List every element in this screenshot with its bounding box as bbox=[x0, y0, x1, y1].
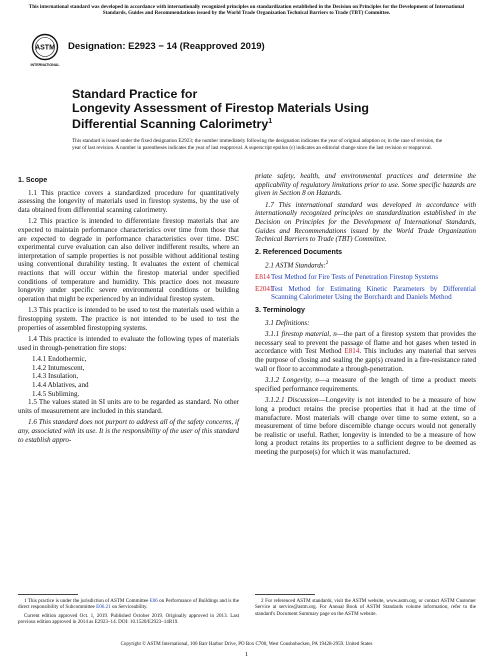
paragraph-1-6: 1.6 This standard does not purport to address all of the safety concerns, if any, associated with its use. It is the responsibility of the user of this standard to establish appro- bbox=[18, 418, 239, 444]
list-item: 1.4.1 Endothermic, bbox=[32, 355, 87, 364]
referenced-documents-heading: 2. Referenced Documents bbox=[255, 247, 343, 256]
list-item: 1.4.4 Ablatives, and bbox=[32, 381, 89, 390]
definition-longevity: 3.1.2 Longevity, n—a measure of the length of time a product meets specified performance requirements. bbox=[255, 376, 476, 393]
title-line-2: Longevity Assessment of Firestop Materials Using bbox=[72, 101, 369, 115]
link-e814[interactable]: E814 bbox=[344, 347, 360, 356]
reference-item[interactable] bbox=[255, 273, 476, 282]
paragraph-1-3: 1.3 This practice is intended to be used to test the materials used within a firestopping system. The practice is not intended to be used to test the properties of assembled firestopping systems. bbox=[18, 306, 239, 332]
footnotes-left bbox=[18, 598, 239, 627]
astm-standards-subheading: 2.1 ASTM Standards:$^2$ bbox=[265, 261, 329, 270]
page-number: 1 bbox=[244, 651, 249, 658]
copyright-footer: Copyright © ASTM International, 100 Barr Harbor Drive, PO Box C700, West Conshohocken, PA 19428-2959. United States bbox=[120, 642, 373, 647]
terminology-heading: 3. Terminology bbox=[255, 306, 305, 315]
footnotes-right bbox=[255, 598, 476, 619]
document-title bbox=[72, 87, 402, 131]
astm-logo-icon bbox=[30, 33, 60, 69]
footnote-divider bbox=[255, 594, 315, 595]
paragraph-1-2: 1.2 This practice is intended to differentiate firestop materials that are expected to maintain performance characteristics over time from those that are expected to degrade in performance characteristics over time. DSC experimental curve evaluation can also deliver indifferent results, where an interpretation of sample properties is not possible without additional testing using conventional durability testing. It evaluates the extent of chemical reactions that will occur within the firestop material under specified conditions of temperature and humidity. This practice does not measure longevity under specific severe environmental conditions or building operation that might be experienced by an individual firestop system. bbox=[18, 217, 239, 303]
list-item: 1.4.3 Insulation, bbox=[32, 372, 79, 381]
designation: Designation: E2923 − 14 (Reapproved 2019) bbox=[68, 41, 265, 52]
list-item: 1.4.2 Intumescent, bbox=[32, 363, 85, 372]
svg-text:INTERNATIONAL: INTERNATIONAL bbox=[30, 63, 60, 67]
reference-code[interactable]: E814 bbox=[255, 273, 270, 282]
list-item: 1.4.5 Subliming. bbox=[32, 389, 80, 398]
footnote-1-edition: Current edition approved Oct. 1, 2019. Published October 2019. Originally approved in 2013. Last previous edition approved in 2014 as E2923–14. DOI: 10.1520/E2923–14R19. bbox=[18, 612, 239, 625]
reference-title[interactable]: Test Method for Fire Tests of Penetration Firestop Systems bbox=[271, 273, 439, 282]
paragraph-1-1: 1.1 This practice covers a standardized procedure for quantitatively assessing the longevity of materials used in firestop systems, by the use of data obtained from differential scanning calorimetry. bbox=[18, 188, 239, 214]
issued-note: This standard is issued under the fixed designation E2923; the number immediately following the designation indicates the year of original adoption or, in the case of revision, the year of last revision. A number in parentheses indicates the year of last reapproval. A superscript epsilon (ε) indicates an editorial change since the last revision or reapproval. bbox=[72, 138, 443, 151]
footnote-divider bbox=[18, 594, 78, 595]
svg-text:ASTM: ASTM bbox=[35, 44, 55, 52]
definition-firestop-material: 3.1.1 firestop material, n—the part of a firestop system that provides the necessary seal to prevent the passage of flame and hot gases when tested in accordance with Test Method E814. This includes any material that serves the purpose of closing and sealing the gap(s) created in a fire-resistance rated wall or floor to accommodate a through-penetration. bbox=[255, 330, 476, 373]
reference-item[interactable] bbox=[255, 285, 476, 302]
paragraph-1-4: 1.4 This practice is intended to evaluate the following types of materials used in through-penetration fire stops: bbox=[18, 335, 239, 352]
footnote-1: 1 This practice is under the jurisdiction of ASTM Committee E06 on Performance of Buildings and is the direct responsibility of Subcommittee E06.21 on Serviceability. bbox=[18, 598, 239, 611]
right-column bbox=[255, 172, 476, 460]
definition-discussion: 3.1.2.1 Discussion—Longevity is not intended to be a measure of how long a product retains the precise properties that it had at the time of manufacture. Most materials will change over time to some extent, so a measurement of time before discernible change occurs would not generally be realistic or useful. Rather, longevity is intended to be a measure of how long a product retains its properties to a sufficient degree to be deemed as meeting the purpose(s) for which it was manufactured. bbox=[255, 396, 477, 456]
paragraph-1-7: 1.7 This international standard was developed in accordance with internationally recognized principles on standardization established in the Decision on Principles for the Development of International Standards, Guides and Recommendations issued by the World Trade Organization Technical Barriers to Trade (TBT) Committee. bbox=[255, 200, 476, 244]
link-e06-21[interactable]: E06.21 bbox=[96, 604, 111, 611]
paragraph-1-5: 1.5 The values stated in SI units are to be regarded as standard. No other units of measurement are included in this standard. bbox=[18, 398, 239, 415]
title-line-3: Differential Scanning Calorimetry$^1$ bbox=[72, 117, 273, 132]
link-e06[interactable]: E06 bbox=[149, 598, 158, 604]
definitions-subheading: 3.1 Definitions: bbox=[265, 318, 310, 327]
reference-title[interactable]: Test Method for Estimating Kinetic Parameters by Differential Scanning Calorimeter Using the Borchardt and Daniels Method bbox=[271, 284, 476, 302]
scope-heading: 1. Scope bbox=[18, 176, 48, 184]
left-column bbox=[18, 172, 239, 447]
title-line-1: Standard Practice for bbox=[72, 87, 198, 101]
footnote-2: 2 For referenced ASTM standards, visit the ASTM website, www.astm.org, or contact ASTM Customer Service at service@astm.org. For Annual Book of ASTM Standards volume information, refer to the standard's Document Summary page on the ASTM website. bbox=[255, 598, 476, 617]
reference-code[interactable]: E2041 bbox=[255, 284, 274, 293]
paragraph-1-6-continued: priate safety, health, and environmental practices and determine the applicability of regulatory limitations prior to use. Some specific hazards are given in Section 8 on Hazards. bbox=[255, 172, 476, 198]
trade-notice: This international standard was developed in accordance with internationally recognized principles on standardization established in the Decision on Principles for the Development of International Standards, Guides and Recommendations issued by the World Trade Organization Technical Barriers to Trade (TBT) Committee. bbox=[28, 4, 465, 17]
